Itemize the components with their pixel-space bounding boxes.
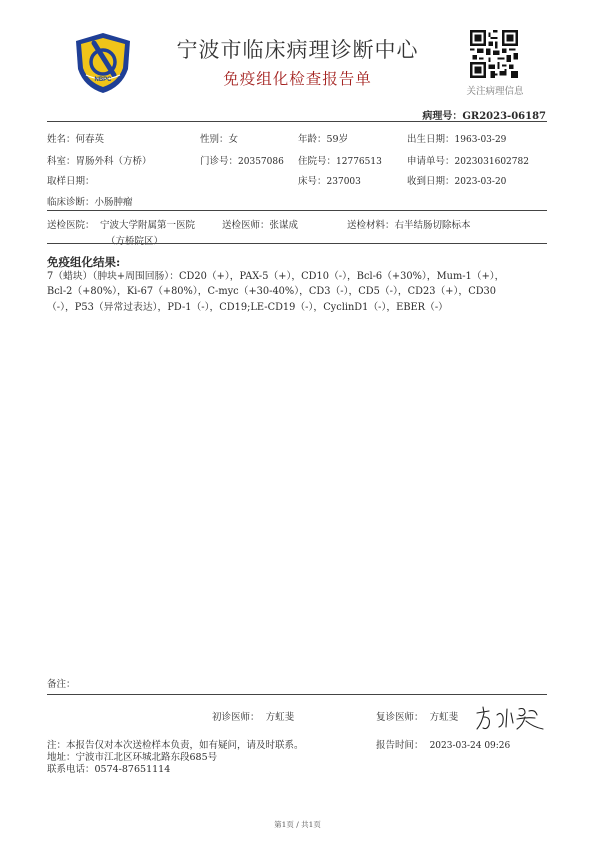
report-subtitle: 免疫组化检查报告单 [223,70,372,88]
field-bed-no: 床号：237003 [298,176,361,187]
divider-results [47,243,547,244]
initial-doctor: 初诊医师： 方虹斐 [212,712,295,723]
field-hospital-label: 送检医院： [47,220,95,231]
field-hospital: 宁波大学附属第一医院 （方桥院区） [100,220,196,247]
pathology-number: 病理号：GR2023-06187 [422,111,546,122]
field-request-no: 申请单号：2023031602782 [407,156,529,167]
field-sex: 性别：女 [200,134,239,145]
divider-top [47,121,547,122]
field-inpatient-no: 住院号：12776513 [298,156,382,167]
field-material: 送检材料：右半结肠切除标本 [347,220,471,231]
result-text: 7（蜡块）（肿块+周围回肠）：CD20（+），PAX-5（+），CD10（-），Bcl-6（+30%），Mum-1（+），Bcl-2（+80%），Ki-67（+80%），C-myc（+30-40%），CD3（-），CD5（-），CD23（+），CD30（-），P53（异常过表达），PD-1（-），CD19;LE-CD19（-），CyclinD1（-），EBER（-） [47,271,505,313]
divider-mid [47,210,547,211]
page-number: 第1页 / 共1页 [274,820,321,829]
center-title: 宁波市临床病理诊断中心 [176,38,419,62]
field-dob: 出生日期：1963-03-29 [407,134,507,145]
qr-code[interactable] [470,30,518,78]
svg-text:NBPC: NBPC [94,77,112,83]
divider-footer [47,694,547,695]
field-name: 姓名：何春英 [47,134,105,145]
field-department: 科室：胃肠外科（方桥） [47,156,152,167]
field-age: 年龄：59岁 [298,134,349,145]
report-time: 报告时间： 2023-03-24 09:26 [376,740,511,751]
result-heading: 免疫组化结果: [47,255,121,269]
qr-caption: 关注病理信息 [466,86,524,97]
note-disclaimer: 注：本报告仅对本次送检样本负责，如有疑问，请及时联系。 [47,740,304,751]
field-clinical-diagnosis: 临床诊断：小肠肿瘤 [47,197,133,208]
remarks-label: 备注： [47,679,76,690]
review-doctor: 复诊医师： 方虹斐 [376,712,459,723]
note-address: 地址：宁波市江北区环城北路东段685号 [47,752,218,763]
field-sender-doctor: 送检医师：张谋成 [222,220,299,231]
field-received-date: 收到日期：2023-03-20 [407,176,507,187]
field-outpatient-no: 门诊号：20357086 [200,156,284,167]
note-phone: 联系电话：0574-87651114 [47,764,171,775]
field-sample-date: 取样日期： [47,176,95,187]
doctor-signature [473,703,547,735]
